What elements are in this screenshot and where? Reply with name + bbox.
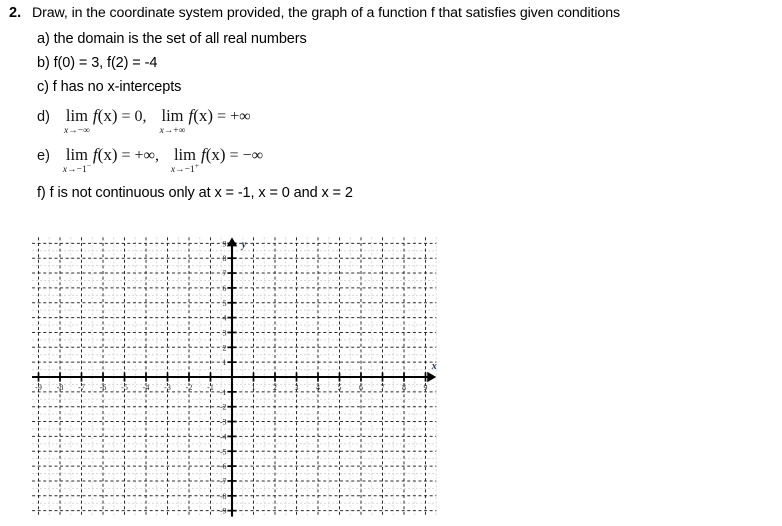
y-tick-label: 6 — [222, 283, 227, 293]
function-arg-d2: (x) — [193, 106, 214, 125]
x-tick-label: -6 — [99, 383, 107, 392]
limit-operator: lim — [65, 145, 88, 164]
x-tick-label: 3 — [294, 383, 299, 392]
condition-d-tag: d) — [37, 109, 50, 125]
limit-e-second — [170, 145, 199, 176]
y-tick-label: -1 — [219, 387, 227, 397]
function-name-d2: f — [188, 106, 194, 125]
coordinate-grid — [35, 236, 437, 521]
x-tick-label: 4 — [316, 383, 320, 392]
function-arg-e1: (x) — [97, 145, 118, 164]
axis-letters — [241, 239, 437, 372]
y-tick-label: -2 — [219, 402, 227, 412]
y-tick-label: 4 — [222, 313, 227, 323]
y-axis-arrowhead — [227, 237, 237, 246]
x-axis-label: x — [431, 361, 437, 372]
limit-target: −1 — [184, 165, 195, 176]
separator-e: , — [154, 147, 159, 164]
limit-value-d2: +∞ — [230, 108, 251, 125]
y-tick-label: -8 — [219, 491, 227, 501]
y-tick-label: 7 — [222, 269, 227, 279]
limit-variable: x — [170, 165, 176, 176]
condition-d — [37, 106, 251, 137]
x-tick-label: 8 — [402, 383, 406, 392]
x-tick-label: -3 — [164, 383, 171, 392]
limit-subscript — [160, 123, 186, 137]
condition-f: f) f is not continuous only at x = -1, x = 0 and x = 2 — [37, 185, 353, 201]
x-tick-label: 6 — [359, 383, 363, 392]
limit-subscript — [171, 162, 199, 176]
condition-c: c) f has no x-intercepts — [37, 79, 182, 95]
relation-d2: = — [217, 108, 227, 125]
x-tick-label: -5 — [121, 383, 128, 392]
y-tick-label: -6 — [219, 462, 227, 472]
x-axis-arrowhead — [427, 372, 436, 382]
x-tick-label: -2 — [185, 383, 193, 392]
limit-variable: x — [62, 165, 68, 176]
limit-e-first — [62, 145, 91, 176]
limit-arrow: → — [163, 126, 174, 137]
x-tick-label: 9 — [423, 383, 428, 392]
limit-subscript — [64, 123, 90, 137]
x-tick-label: -7 — [78, 383, 85, 392]
condition-e-tag: e) — [37, 148, 50, 164]
function-name-d1: f — [92, 106, 98, 125]
y-axis-label: y — [241, 239, 247, 251]
function-name-e1: f — [92, 145, 98, 164]
coordinate-grid-svg — [35, 236, 437, 521]
question-number: 2. — [9, 5, 22, 21]
limit-d-second — [159, 106, 186, 137]
limit-variable: x — [159, 126, 164, 137]
limit-subscript — [63, 162, 91, 176]
limit-side: − — [86, 161, 91, 170]
function-arg-d1: (x) — [97, 106, 118, 125]
limit-value-d1: 0 — [134, 108, 143, 125]
limit-target: −1 — [76, 165, 87, 176]
y-tick-label: 8 — [222, 254, 227, 264]
y-tick-label: -4 — [219, 432, 227, 442]
limit-d-first — [63, 106, 90, 137]
x-tick-label: -8 — [56, 383, 64, 392]
limit-arrow: → — [67, 165, 77, 176]
y-tick-label: 9 — [222, 239, 227, 249]
x-tick-label: 5 — [337, 383, 342, 392]
x-tick-label: 1 — [251, 383, 256, 392]
y-tick-label: 3 — [222, 328, 227, 338]
x-tick-label: -1 — [207, 383, 214, 392]
x-tick-label: -4 — [142, 383, 150, 392]
condition-e — [37, 145, 263, 176]
limit-side: + — [194, 161, 199, 170]
limit-operator: lim — [65, 106, 88, 125]
x-tick-label: 7 — [380, 383, 385, 392]
relation-e2: = — [229, 147, 239, 164]
x-tick-label: -9 — [35, 383, 42, 392]
limit-target: +∞ — [173, 126, 186, 137]
limit-operator: lim — [173, 145, 196, 164]
function-arg-e2: (x) — [205, 145, 226, 164]
question-stem: Draw, in the coordinate system provided, the graph of a function f that satisfies given conditions — [32, 5, 620, 21]
limit-variable: x — [63, 126, 69, 137]
condition-b: b) f(0) = 3, f(2) = -4 — [37, 55, 158, 71]
limit-operator: lim — [161, 106, 184, 125]
y-tick-label: -7 — [219, 476, 227, 486]
y-tick-label: -5 — [219, 447, 227, 457]
limit-arrow: → — [68, 126, 78, 137]
y-tick-label: 5 — [222, 298, 227, 308]
condition-a: a) the domain is the set of all real numbers — [37, 31, 307, 47]
y-tick-label: -3 — [219, 417, 227, 427]
limit-arrow: → — [175, 165, 185, 176]
y-tick-label: 2 — [222, 343, 227, 353]
x-tick-label: 2 — [273, 383, 277, 392]
limit-target: −∞ — [77, 126, 90, 137]
relation-d1: = — [121, 108, 131, 125]
function-name-e2: f — [200, 145, 206, 164]
separator-d: , — [142, 108, 147, 125]
limit-value-e1: +∞ — [134, 147, 155, 164]
y-tick-label: -9 — [219, 506, 227, 516]
y-tick-label: 1 — [222, 358, 227, 368]
relation-e1: = — [121, 147, 131, 164]
limit-value-e2: −∞ — [242, 147, 263, 164]
